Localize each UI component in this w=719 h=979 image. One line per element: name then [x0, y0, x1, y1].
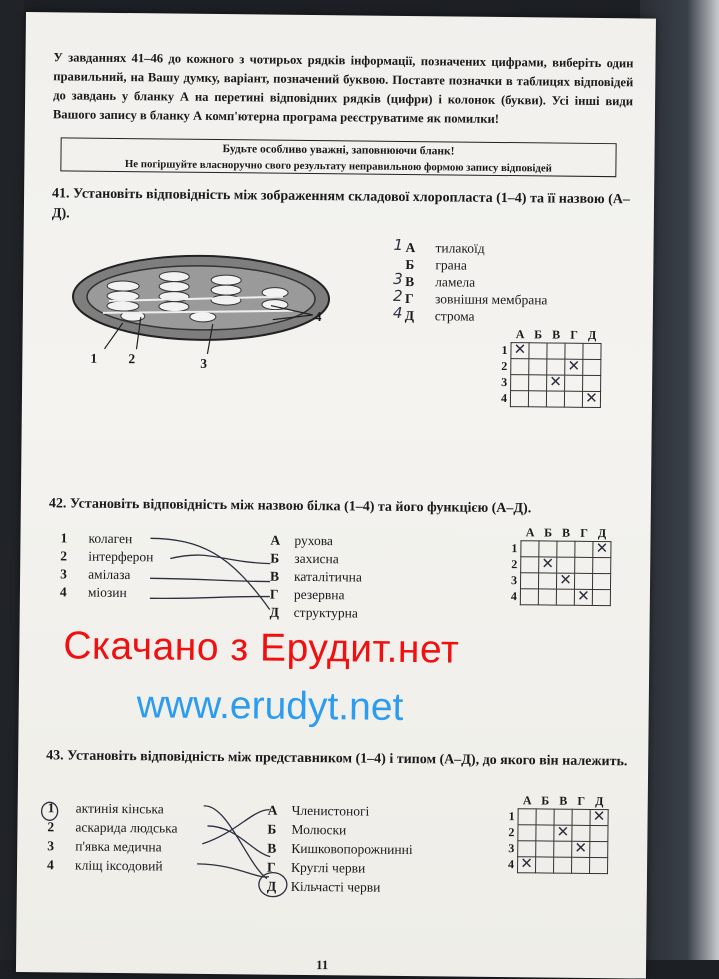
q41-option-letter: В [405, 273, 415, 290]
grid-column-header: Д [587, 327, 597, 342]
grid-row-number: 1 [501, 342, 508, 358]
q42-right-text: каталітична [294, 568, 362, 585]
q42-right-letter: В [270, 568, 280, 584]
answer-mark: ✕ [585, 390, 598, 408]
q43-left-text: п'явка медична [75, 838, 162, 855]
answer-mark: ✕ [549, 374, 563, 391]
grid-column-header: Г [577, 793, 586, 808]
q42-right-text: резервна [293, 586, 345, 603]
q43-right-text: Круглі черви [290, 859, 366, 876]
q41-option-letter: Д [404, 307, 415, 324]
grid-column-header: В [552, 327, 561, 342]
grid-row-number: 2 [501, 358, 508, 374]
q42-left-number: 3 [60, 566, 67, 582]
grid-row-number: 2 [511, 557, 518, 572]
q41-option-text: тилакоїд [435, 240, 485, 256]
q41-hand-number: 1 [393, 235, 404, 254]
grid-column-header: В [561, 525, 571, 540]
q42-left-text: міозин [87, 584, 127, 601]
grid-row-number: 2 [508, 825, 515, 840]
grid-column-header: Б [541, 793, 550, 808]
q43-left-text: кліщ іксодовий [74, 857, 163, 874]
warning-line-1: Будьте особливо уважні, заповнюючи бланк! [222, 143, 455, 158]
watermark-blue: www.erudyt.net [136, 683, 404, 729]
q41-option-letter: А [405, 239, 416, 256]
q41-option-letter: Б [405, 256, 415, 273]
q43-right-letter: В [267, 840, 277, 856]
question-43: 43. Установіть відповідність між представником (1–4) і типом (А–Д), до якого він належить. [46, 748, 628, 770]
q41-option-text: зовнішня мембрана [434, 291, 548, 308]
q43-right-text: Кишковопорожнинні [291, 840, 413, 858]
grid-row-number: 1 [508, 809, 515, 824]
grid-row-number: 3 [508, 841, 515, 856]
diagram-label-2: 2 [128, 351, 136, 367]
diagram-label-1: 1 [90, 350, 98, 366]
q43-left-number: 3 [47, 838, 55, 854]
grid-column-header: А [515, 327, 525, 342]
answer-mark: ✕ [595, 540, 609, 558]
q43-right-letter: Б [267, 821, 277, 837]
grid-column-header: Д [597, 526, 607, 541]
diagram-label-4: 4 [314, 309, 322, 325]
grid-column-header: А [522, 793, 532, 808]
q42-right-text: захисна [294, 550, 339, 567]
grid-column-header: Б [544, 525, 553, 540]
diagram-label-3: 3 [200, 355, 208, 371]
q43-right-letter: Д [266, 878, 277, 894]
q42-right-text: рухова [294, 532, 334, 549]
q42-right-letter: Д [269, 604, 280, 620]
grid-row-number: 4 [500, 390, 508, 406]
answer-mark: ✕ [592, 808, 606, 826]
q43-right-text: Молюски [291, 821, 347, 838]
grid-row-number: 3 [501, 374, 508, 390]
q43-left-number: 4 [46, 857, 54, 873]
question-42: 42. Установіть відповідність між назвою білка (1–4) та його функцією (А–Д). [48, 496, 532, 517]
warning-line-2: Не погіршуйте власноручно свого результату неправильною формою запису відповідей [124, 158, 552, 175]
question-41: 41. Установіть відповідність між зображенням складової хлоропласта (1–4) та її назвою (А–Д). [51, 186, 631, 222]
q43-right-text: Членистоногі [291, 802, 370, 819]
answer-mark: ✕ [513, 342, 527, 359]
q42-right-letter: А [270, 532, 281, 548]
q41-option-text: ламела [435, 274, 476, 290]
grid-row-number: 4 [510, 589, 517, 604]
q41-option-letter: Г [404, 290, 414, 307]
q41-option-text: грана [435, 257, 467, 273]
q42-right-letter: Г [269, 586, 279, 602]
answer-mark: ✕ [559, 572, 572, 589]
handwritten-lines [16, 12, 656, 979]
q41-hand-number: 4 [392, 303, 403, 322]
q43-left-number: 1 [47, 800, 55, 816]
q42-left-text: амілаза [88, 566, 131, 583]
watermark-red: Скачано з Ерудит.нет [63, 624, 460, 672]
q41-hand-number: 2 [392, 286, 403, 305]
page-number: 11 [315, 957, 329, 973]
q43-right-letter: Г [266, 859, 276, 875]
q42-left-text: колаген [88, 530, 133, 547]
grid-row-number: 3 [511, 573, 518, 588]
q41-hand-number: 3 [393, 269, 403, 288]
q41-option-text: строма [434, 308, 475, 324]
q43-left-text: аскарида людська [75, 819, 178, 836]
q42-right-text: структурна [293, 604, 359, 621]
q43-right-text: Кільчасті черви [290, 878, 381, 895]
q43-right-letter: А [267, 802, 278, 818]
answer-mark: ✕ [520, 856, 533, 873]
q42-left-number: 4 [59, 584, 67, 600]
q42-right-letter: Б [270, 550, 280, 566]
answer-mark: ✕ [541, 556, 555, 573]
instructions: У завданнях 41–46 до кожного з чотирьох рядків інформації, позначених цифрами, виберіть один правильний, на Вашу думку, варіант, позначений буквою. Поставте позначки в таблицях відповідей до завдань у бланку А на перетині відповідних рядків (цифри) і колонок (букви). Усі інші види Вашого запису в бланку А комп'ютерна програма реєструватиме як помилки! [52, 50, 634, 126]
grid-row-number: 1 [511, 541, 518, 556]
grid-column-header: Д [595, 794, 604, 809]
grid-column-header: В [559, 793, 568, 808]
q43-left-number: 2 [47, 819, 55, 835]
q43-left-text: актинія кінська [75, 800, 164, 817]
grid-column-header: Б [534, 327, 543, 342]
grid-column-header: Г [570, 327, 579, 342]
answer-mark: ✕ [574, 840, 588, 857]
answer-mark: ✕ [577, 588, 590, 605]
q42-left-number: 2 [60, 548, 68, 564]
exam-page [16, 12, 656, 979]
grid-row-number: 4 [508, 857, 515, 872]
answer-mark: ✕ [567, 358, 581, 375]
grid-column-header: Г [580, 525, 588, 540]
answer-mark: ✕ [556, 824, 570, 841]
grid-column-header: А [525, 525, 535, 540]
q42-left-number: 1 [60, 530, 68, 546]
q42-left-text: інтерферон [88, 548, 154, 565]
